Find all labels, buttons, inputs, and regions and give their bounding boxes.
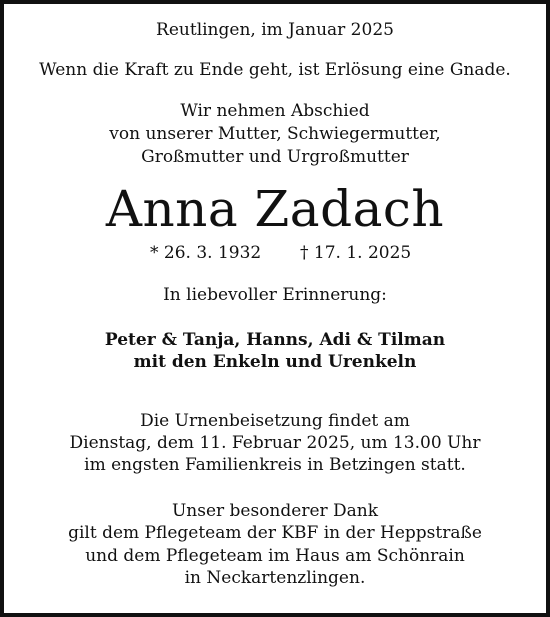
intro-line: von unserer Mutter, Schwiegermutter, — [109, 124, 441, 144]
thanks-line: gilt dem Pflegeteam der KBF in der Heppstraße — [68, 523, 482, 543]
intro-line: Großmutter und Urgroßmutter — [141, 147, 409, 167]
quote: Wenn die Kraft zu Ende geht, ist Erlösung eine Gnade. — [39, 60, 511, 80]
remembrance-line: In liebevoller Erinnerung: — [163, 285, 387, 305]
death-date: † 17. 1. 2025 — [300, 243, 412, 263]
funeral-line: Die Urnenbeisetzung findet am — [140, 411, 410, 431]
thanks-line: in Neckartenzlingen. — [184, 568, 366, 588]
place-date: Reutlingen, im Januar 2025 — [156, 20, 394, 40]
funeral-line: Dienstag, dem 11. Februar 2025, um 13.00 Uhr — [69, 433, 481, 453]
thanks-line: Unser besonderer Dank — [171, 501, 379, 521]
funeral-line: im engsten Familienkreis in Betzingen statt. — [84, 455, 466, 475]
thanks-line: und dem Pflegeteam im Haus am Schönrain — [85, 546, 465, 566]
mourners-line: Peter & Tanja, Hanns, Adi & Tilman — [104, 330, 446, 350]
intro-line: Wir nehmen Abschied — [180, 101, 370, 121]
deceased-name: Anna Zadach — [105, 180, 445, 238]
mourners-line: mit den Enkeln und Urenkeln — [133, 352, 417, 372]
birth-date: * 26. 3. 1932 — [150, 243, 262, 263]
